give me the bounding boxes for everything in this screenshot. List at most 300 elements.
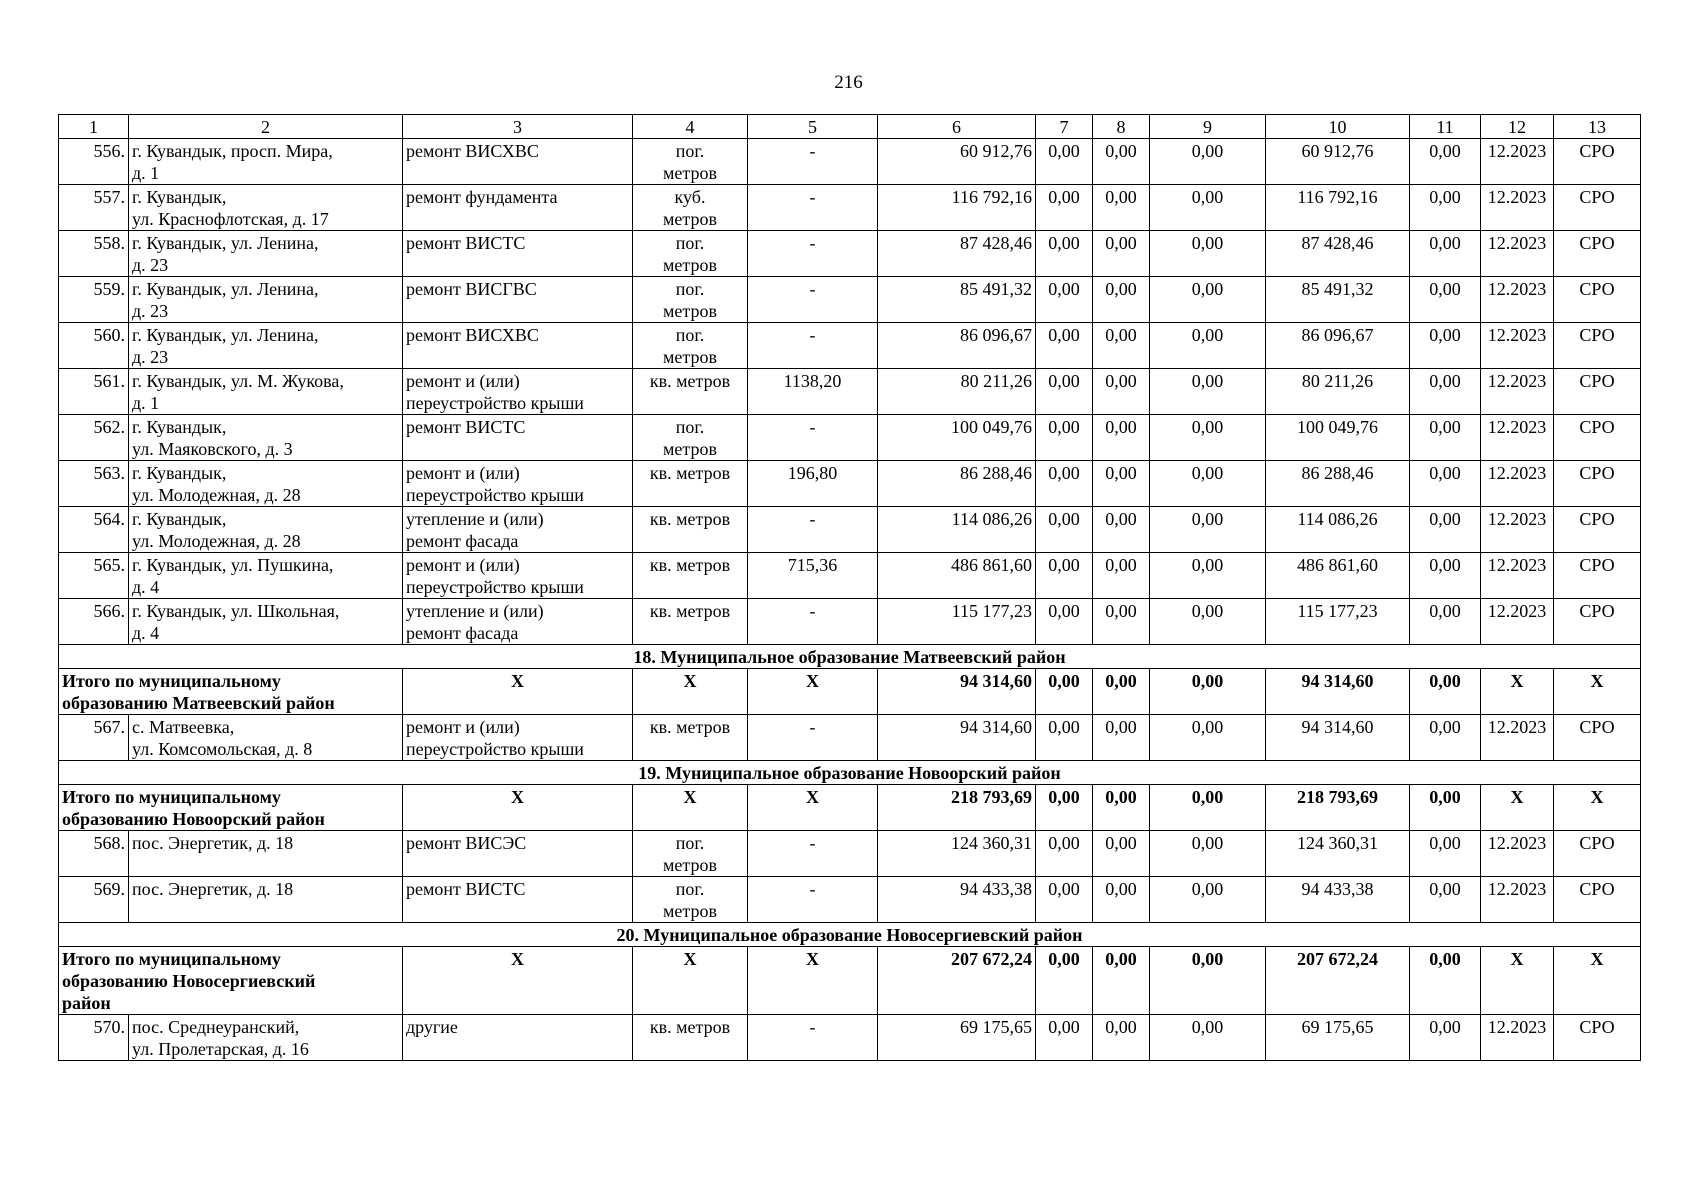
- cell-line: пог.: [675, 417, 705, 437]
- row-number: 568.: [59, 831, 129, 877]
- cell-line: утепление и (или): [406, 601, 544, 621]
- work-type-cell: [403, 553, 633, 599]
- completion-date-cell: 12.2023: [1481, 415, 1554, 461]
- total-cell-col3: Х: [403, 947, 633, 1015]
- section-title: 19. Муниципальное образование Новоорский район: [59, 761, 1641, 785]
- column-header: 12: [1481, 115, 1554, 139]
- column-header: 7: [1036, 115, 1093, 139]
- total-cell-col10: 218 793,69: [1266, 785, 1410, 831]
- cell-line: ул. Молодежная, д. 28: [132, 485, 301, 505]
- col10-cell: 87 428,46: [1266, 231, 1410, 277]
- cell-line: ремонт фасада: [406, 623, 519, 643]
- address-cell: [129, 715, 403, 761]
- total-cell-col13: Х: [1554, 947, 1641, 1015]
- column-header: 2: [129, 115, 403, 139]
- unit-cell: [633, 599, 748, 645]
- completion-date-cell: 12.2023: [1481, 185, 1554, 231]
- total-cell-col4: Х: [633, 669, 748, 715]
- total-cell-col12: Х: [1481, 669, 1554, 715]
- cell-line: образованию Новоорский район: [62, 809, 325, 829]
- cell-line: пос. Энергетик, д. 18: [132, 833, 294, 853]
- total-label: [59, 669, 403, 715]
- cell-line: д. 1: [132, 393, 160, 413]
- cell-line: метров: [663, 209, 717, 229]
- cell-line: кв. метров: [649, 601, 731, 621]
- method-cell: СРО: [1554, 139, 1641, 185]
- table-row: [59, 369, 1641, 415]
- col9-cell: 0,00: [1150, 507, 1266, 553]
- col10-cell: 86 288,46: [1266, 461, 1410, 507]
- total-cell-col7: 0,00: [1036, 785, 1093, 831]
- cell-line: Итого по муниципальному: [62, 949, 281, 969]
- total-cell-col11: 0,00: [1410, 947, 1481, 1015]
- cell-line: г. Кувандык, ул. Школьная,: [132, 601, 340, 621]
- col10-cell: 60 912,76: [1266, 139, 1410, 185]
- cell-line: куб.: [674, 187, 706, 207]
- cell-line: кв. метров: [649, 509, 731, 529]
- cell-line: ремонт и (или): [406, 555, 520, 575]
- col9-cell: 0,00: [1150, 369, 1266, 415]
- cell-line: ул. Пролетарская, д. 16: [132, 1039, 309, 1059]
- total-cost: 207 672,24: [878, 947, 1036, 1015]
- cell-line: г. Кувандык, ул. Пушкина,: [132, 555, 334, 575]
- col7-cell: 0,00: [1036, 507, 1093, 553]
- municipality-section-row: [59, 923, 1641, 947]
- unit-cell: [633, 277, 748, 323]
- total-cell-col13: Х: [1554, 669, 1641, 715]
- total-cost: 94 314,60: [878, 669, 1036, 715]
- cell-line: пог.: [675, 325, 705, 345]
- row-number: 564.: [59, 507, 129, 553]
- col10-cell: 94 314,60: [1266, 715, 1410, 761]
- col10-cell: 85 491,32: [1266, 277, 1410, 323]
- total-cell-col4: Х: [633, 947, 748, 1015]
- cell-line: ремонт и (или): [406, 463, 520, 483]
- total-cost-cell: 100 049,76: [878, 415, 1036, 461]
- col7-cell: 0,00: [1036, 461, 1093, 507]
- unit-cell: [633, 231, 748, 277]
- cell-line: пог.: [675, 233, 705, 253]
- col10-cell: 114 086,26: [1266, 507, 1410, 553]
- row-number: 566.: [59, 599, 129, 645]
- col7-cell: 0,00: [1036, 323, 1093, 369]
- col8-cell: 0,00: [1093, 139, 1150, 185]
- col7-cell: 0,00: [1036, 231, 1093, 277]
- completion-date-cell: 12.2023: [1481, 877, 1554, 923]
- total-cost-cell: 94 314,60: [878, 715, 1036, 761]
- cell-line: ремонт ВИСТС: [406, 417, 526, 437]
- cell-line: д. 4: [132, 577, 160, 597]
- cell-line: метров: [663, 163, 717, 183]
- col7-cell: 0,00: [1036, 553, 1093, 599]
- total-cost-cell: 115 177,23: [878, 599, 1036, 645]
- total-cost-cell: 86 288,46: [878, 461, 1036, 507]
- row-number: 569.: [59, 877, 129, 923]
- col8-cell: 0,00: [1093, 231, 1150, 277]
- municipality-section-row: [59, 761, 1641, 785]
- col10-cell: 94 433,38: [1266, 877, 1410, 923]
- completion-date-cell: 12.2023: [1481, 507, 1554, 553]
- table-row: [59, 231, 1641, 277]
- cell-line: переустройство крыши: [406, 739, 584, 759]
- col8-cell: 0,00: [1093, 599, 1150, 645]
- col8-cell: 0,00: [1093, 323, 1150, 369]
- method-cell: СРО: [1554, 599, 1641, 645]
- unit-cell: [633, 1015, 748, 1061]
- method-cell: СРО: [1554, 507, 1641, 553]
- cell-line: переустройство крыши: [406, 393, 584, 413]
- col9-cell: 0,00: [1150, 415, 1266, 461]
- total-cell-col3: Х: [403, 669, 633, 715]
- cell-line: пог.: [675, 141, 705, 161]
- cell-line: переустройство крыши: [406, 485, 584, 505]
- municipality-total-row: [59, 947, 1641, 1015]
- unit-cell: [633, 461, 748, 507]
- area-cell: 1138,20: [748, 369, 878, 415]
- col11-cell: 0,00: [1410, 831, 1481, 877]
- col9-cell: 0,00: [1150, 599, 1266, 645]
- cell-line: г. Кувандык,: [132, 509, 227, 529]
- cell-line: ремонт фундамента: [406, 187, 558, 207]
- total-label: [59, 785, 403, 831]
- cell-line: ремонт ВИСХВС: [406, 141, 539, 161]
- col10-cell: 100 049,76: [1266, 415, 1410, 461]
- col9-cell: 0,00: [1150, 277, 1266, 323]
- table-row: [59, 553, 1641, 599]
- cell-line: метров: [663, 439, 717, 459]
- cell-line: г. Кувандык, ул. М. Жукова,: [132, 371, 344, 391]
- table-row: [59, 831, 1641, 877]
- cell-line: метров: [663, 301, 717, 321]
- col11-cell: 0,00: [1410, 553, 1481, 599]
- col9-cell: 0,00: [1150, 231, 1266, 277]
- col11-cell: 0,00: [1410, 877, 1481, 923]
- cell-line: д. 4: [132, 623, 160, 643]
- row-number: 560.: [59, 323, 129, 369]
- address-cell: [129, 277, 403, 323]
- table-row: [59, 1015, 1641, 1061]
- total-cost-cell: 486 861,60: [878, 553, 1036, 599]
- row-number: 562.: [59, 415, 129, 461]
- column-header: 3: [403, 115, 633, 139]
- work-type-cell: [403, 415, 633, 461]
- completion-date-cell: 12.2023: [1481, 599, 1554, 645]
- total-cell-col9: 0,00: [1150, 785, 1266, 831]
- completion-date-cell: 12.2023: [1481, 831, 1554, 877]
- cell-line: ул. Комсомольская, д. 8: [132, 739, 313, 759]
- col10-cell: 116 792,16: [1266, 185, 1410, 231]
- total-cell-col10: 94 314,60: [1266, 669, 1410, 715]
- col11-cell: 0,00: [1410, 277, 1481, 323]
- total-cell-col9: 0,00: [1150, 947, 1266, 1015]
- unit-cell: [633, 877, 748, 923]
- col7-cell: 0,00: [1036, 1015, 1093, 1061]
- area-cell: -: [748, 599, 878, 645]
- col11-cell: 0,00: [1410, 715, 1481, 761]
- col7-cell: 0,00: [1036, 415, 1093, 461]
- column-header: 9: [1150, 115, 1266, 139]
- col8-cell: 0,00: [1093, 553, 1150, 599]
- cell-line: образованию Новосергиевский: [62, 971, 316, 991]
- col11-cell: 0,00: [1410, 1015, 1481, 1061]
- method-cell: СРО: [1554, 185, 1641, 231]
- method-cell: СРО: [1554, 1015, 1641, 1061]
- area-cell: -: [748, 323, 878, 369]
- col9-cell: 0,00: [1150, 553, 1266, 599]
- cell-line: ул. Маяковского, д. 3: [132, 439, 293, 459]
- cell-line: г. Кувандык,: [132, 187, 227, 207]
- row-number: 565.: [59, 553, 129, 599]
- area-cell: -: [748, 507, 878, 553]
- col11-cell: 0,00: [1410, 461, 1481, 507]
- address-cell: [129, 369, 403, 415]
- area-cell: 715,36: [748, 553, 878, 599]
- area-cell: -: [748, 831, 878, 877]
- table-row: [59, 277, 1641, 323]
- col10-cell: 115 177,23: [1266, 599, 1410, 645]
- cell-line: г. Кувандык,: [132, 463, 227, 483]
- total-cost-cell: 87 428,46: [878, 231, 1036, 277]
- col7-cell: 0,00: [1036, 185, 1093, 231]
- col11-cell: 0,00: [1410, 599, 1481, 645]
- total-cell-col7: 0,00: [1036, 669, 1093, 715]
- col11-cell: 0,00: [1410, 415, 1481, 461]
- municipality-total-row: [59, 669, 1641, 715]
- total-cost: 218 793,69: [878, 785, 1036, 831]
- table-row: [59, 323, 1641, 369]
- total-cost-cell: 114 086,26: [878, 507, 1036, 553]
- method-cell: СРО: [1554, 231, 1641, 277]
- total-cell-col11: 0,00: [1410, 669, 1481, 715]
- address-cell: [129, 1015, 403, 1061]
- table-row: [59, 507, 1641, 553]
- column-header: 13: [1554, 115, 1641, 139]
- work-type-cell: [403, 185, 633, 231]
- method-cell: СРО: [1554, 877, 1641, 923]
- total-cell-col5: Х: [748, 785, 878, 831]
- col9-cell: 0,00: [1150, 1015, 1266, 1061]
- area-cell: -: [748, 277, 878, 323]
- municipality-section-row: [59, 645, 1641, 669]
- column-header: 11: [1410, 115, 1481, 139]
- address-cell: [129, 139, 403, 185]
- cell-line: г. Кувандык,: [132, 417, 227, 437]
- cell-line: другие: [406, 1017, 458, 1037]
- col9-cell: 0,00: [1150, 461, 1266, 507]
- col11-cell: 0,00: [1410, 231, 1481, 277]
- address-cell: [129, 599, 403, 645]
- cell-line: г. Кувандык, ул. Ленина,: [132, 233, 319, 253]
- col10-cell: 124 360,31: [1266, 831, 1410, 877]
- unit-cell: [633, 715, 748, 761]
- col11-cell: 0,00: [1410, 185, 1481, 231]
- area-cell: -: [748, 231, 878, 277]
- area-cell: 196,80: [748, 461, 878, 507]
- col10-cell: 486 861,60: [1266, 553, 1410, 599]
- cell-line: д. 1: [132, 163, 160, 183]
- address-cell: [129, 231, 403, 277]
- col8-cell: 0,00: [1093, 461, 1150, 507]
- table-body: [59, 115, 1641, 1061]
- col8-cell: 0,00: [1093, 877, 1150, 923]
- work-type-cell: [403, 507, 633, 553]
- column-header: 5: [748, 115, 878, 139]
- address-cell: [129, 461, 403, 507]
- area-cell: -: [748, 877, 878, 923]
- completion-date-cell: 12.2023: [1481, 715, 1554, 761]
- cell-line: пог.: [675, 833, 705, 853]
- method-cell: СРО: [1554, 277, 1641, 323]
- row-number: 570.: [59, 1015, 129, 1061]
- completion-date-cell: 12.2023: [1481, 369, 1554, 415]
- col8-cell: 0,00: [1093, 185, 1150, 231]
- total-cell-col9: 0,00: [1150, 669, 1266, 715]
- col8-cell: 0,00: [1093, 415, 1150, 461]
- area-cell: -: [748, 139, 878, 185]
- cell-line: г. Кувандык, ул. Ленина,: [132, 279, 319, 299]
- cell-line: утепление и (или): [406, 509, 544, 529]
- row-number: 556.: [59, 139, 129, 185]
- unit-cell: [633, 415, 748, 461]
- cell-line: Итого по муниципальному: [62, 671, 281, 691]
- col9-cell: 0,00: [1150, 877, 1266, 923]
- unit-cell: [633, 185, 748, 231]
- work-type-cell: [403, 323, 633, 369]
- cell-line: д. 23: [132, 301, 169, 321]
- total-cost-cell: 85 491,32: [878, 277, 1036, 323]
- cell-line: ремонт фасада: [406, 531, 519, 551]
- work-type-cell: [403, 277, 633, 323]
- column-number-header-row: [59, 115, 1641, 139]
- work-type-cell: [403, 1015, 633, 1061]
- col10-cell: 69 175,65: [1266, 1015, 1410, 1061]
- cell-line: ремонт и (или): [406, 371, 520, 391]
- address-cell: [129, 553, 403, 599]
- cell-line: кв. метров: [649, 371, 731, 391]
- col8-cell: 0,00: [1093, 831, 1150, 877]
- row-number: 559.: [59, 277, 129, 323]
- cell-line: кв. метров: [649, 555, 731, 575]
- total-cost-cell: 94 433,38: [878, 877, 1036, 923]
- col8-cell: 0,00: [1093, 715, 1150, 761]
- column-header: 8: [1093, 115, 1150, 139]
- method-cell: СРО: [1554, 553, 1641, 599]
- method-cell: СРО: [1554, 831, 1641, 877]
- cell-line: ул. Краснофлотская, д. 17: [132, 209, 329, 229]
- municipality-total-row: [59, 785, 1641, 831]
- cell-line: переустройство крыши: [406, 577, 584, 597]
- cell-line: метров: [663, 901, 717, 921]
- col11-cell: 0,00: [1410, 139, 1481, 185]
- col9-cell: 0,00: [1150, 831, 1266, 877]
- total-cell-col7: 0,00: [1036, 947, 1093, 1015]
- total-cost-cell: 80 211,26: [878, 369, 1036, 415]
- method-cell: СРО: [1554, 323, 1641, 369]
- col7-cell: 0,00: [1036, 139, 1093, 185]
- total-cost-cell: 60 912,76: [878, 139, 1036, 185]
- col7-cell: 0,00: [1036, 369, 1093, 415]
- total-label: [59, 947, 403, 1015]
- address-cell: [129, 185, 403, 231]
- work-type-cell: [403, 877, 633, 923]
- completion-date-cell: 12.2023: [1481, 231, 1554, 277]
- row-number: 557.: [59, 185, 129, 231]
- cell-line: ул. Молодежная, д. 28: [132, 531, 301, 551]
- work-type-cell: [403, 831, 633, 877]
- work-type-cell: [403, 139, 633, 185]
- completion-date-cell: 12.2023: [1481, 323, 1554, 369]
- work-type-cell: [403, 369, 633, 415]
- col11-cell: 0,00: [1410, 507, 1481, 553]
- row-number: 561.: [59, 369, 129, 415]
- cell-line: ремонт ВИСГВС: [406, 279, 537, 299]
- col10-cell: 86 096,67: [1266, 323, 1410, 369]
- work-type-cell: [403, 461, 633, 507]
- table-row: [59, 715, 1641, 761]
- unit-cell: [633, 139, 748, 185]
- unit-cell: [633, 831, 748, 877]
- page-number: 216: [834, 72, 863, 93]
- row-number: 558.: [59, 231, 129, 277]
- work-type-cell: [403, 231, 633, 277]
- section-title: 18. Муниципальное образование Матвеевский район: [59, 645, 1641, 669]
- total-cell-col8: 0,00: [1093, 669, 1150, 715]
- col8-cell: 0,00: [1093, 507, 1150, 553]
- total-cell-col8: 0,00: [1093, 785, 1150, 831]
- cell-line: пос. Энергетик, д. 18: [132, 879, 294, 899]
- col11-cell: 0,00: [1410, 323, 1481, 369]
- column-header: 6: [878, 115, 1036, 139]
- cell-line: с. Матвеевка,: [132, 717, 235, 737]
- method-cell: СРО: [1554, 715, 1641, 761]
- total-cell-col8: 0,00: [1093, 947, 1150, 1015]
- completion-date-cell: 12.2023: [1481, 1015, 1554, 1061]
- row-number: 567.: [59, 715, 129, 761]
- total-cell-col12: Х: [1481, 785, 1554, 831]
- col8-cell: 0,00: [1093, 369, 1150, 415]
- address-cell: [129, 507, 403, 553]
- total-cost-cell: 86 096,67: [878, 323, 1036, 369]
- unit-cell: [633, 369, 748, 415]
- address-cell: [129, 877, 403, 923]
- col7-cell: 0,00: [1036, 277, 1093, 323]
- unit-cell: [633, 507, 748, 553]
- col11-cell: 0,00: [1410, 369, 1481, 415]
- total-cell-col13: Х: [1554, 785, 1641, 831]
- work-type-cell: [403, 715, 633, 761]
- col9-cell: 0,00: [1150, 715, 1266, 761]
- method-cell: СРО: [1554, 415, 1641, 461]
- capital-repair-register-table: [58, 114, 1641, 1061]
- cell-line: пог.: [675, 879, 705, 899]
- address-cell: [129, 415, 403, 461]
- col9-cell: 0,00: [1150, 139, 1266, 185]
- completion-date-cell: 12.2023: [1481, 139, 1554, 185]
- cell-line: метров: [663, 255, 717, 275]
- col7-cell: 0,00: [1036, 831, 1093, 877]
- cell-line: ремонт ВИСЭС: [406, 833, 527, 853]
- cell-line: г. Кувандык, ул. Ленина,: [132, 325, 319, 345]
- method-cell: СРО: [1554, 461, 1641, 507]
- cell-line: ремонт ВИСТС: [406, 233, 526, 253]
- cell-line: д. 23: [132, 255, 169, 275]
- table-row: [59, 461, 1641, 507]
- total-cell-col3: Х: [403, 785, 633, 831]
- cell-line: метров: [663, 347, 717, 367]
- cell-line: д. 23: [132, 347, 169, 367]
- address-cell: [129, 323, 403, 369]
- cell-line: ремонт и (или): [406, 717, 520, 737]
